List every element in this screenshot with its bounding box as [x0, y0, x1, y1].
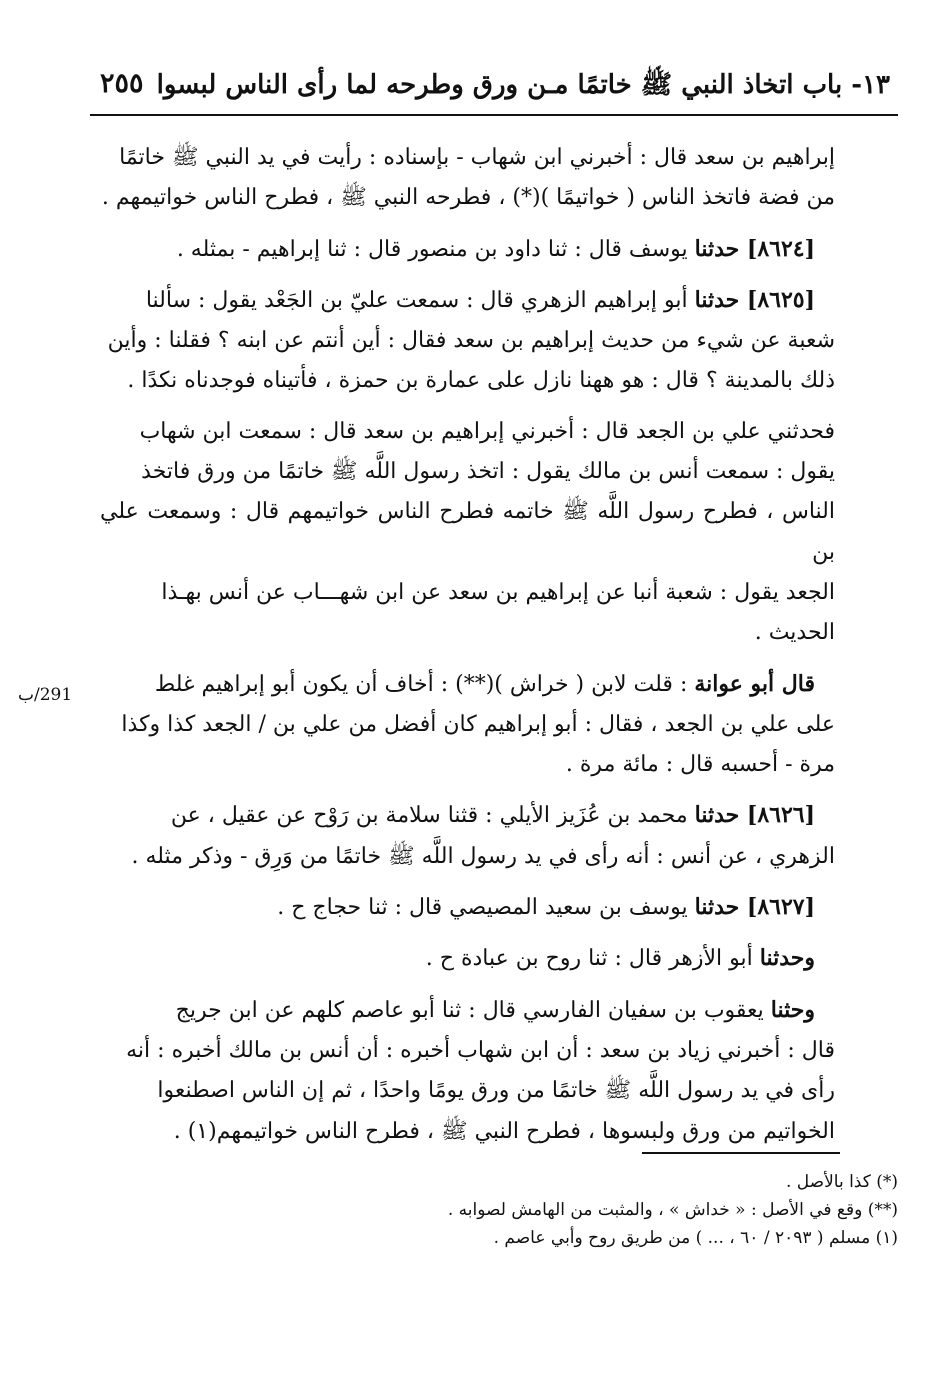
hadith-number: [٨٦٢٥] حدثنا: [694, 286, 815, 313]
speaker-label: قال أبو عوانة: [694, 670, 815, 697]
text-line: [٨٦٢٤] حدثنا يوسف قال : ثنا داود بن منصور قال : ثنا إبراهيم - بمثله .: [176, 235, 815, 262]
text-line: على علي بن الجعد ، فقال : أبو إبراهيم كان أفضل من علي بن / الجعد كذا وكذا: [121, 711, 835, 737]
text-line: الحديث .: [754, 620, 835, 646]
hadith-8625: [100, 280, 835, 402]
text-line: الناس ، فطرح رسول اللَّه ﷺ خاتمه فطرح الناس خواتيمهم قال : وسمعت علي بن: [100, 499, 835, 565]
hadith-number: [٨٦٢٤] حدثنا: [694, 235, 815, 262]
hadith-number: [٨٦٢٦] حدثنا: [694, 802, 815, 829]
text-line: مرة - أحسبه قال : مائة مرة .: [565, 752, 835, 778]
text-line: ذلك بالمدينة ؟ قال : هو ههنا نازل على عمارة بن حمزة ، فأتيناه فوجدناه نكدًا .: [127, 368, 835, 394]
hadith-8627: [100, 887, 835, 928]
footnote-separator: [642, 1152, 840, 1154]
paragraph-intro: [100, 138, 835, 219]
footnote: (**) وقع في الأصل : « خداش » ، والمثبت من الهامش لصوابه .: [447, 1200, 898, 1220]
footnote: (١) مسلم ( ٢٠٩٣ / ٦٠ ، ... ) من طريق روح وأبي عاصم .: [493, 1228, 898, 1248]
chain-yaqub: [100, 990, 835, 1152]
text-line: وحدثنا أبو الأزهر قال : ثنا روح بن عبادة ح .: [425, 945, 815, 972]
hadith-number: [٨٦٢٧] حدثنا: [694, 894, 815, 921]
text-line: من فضة فاتخذ الناس ( خواتيمًا )(*) ، فطرحه النبي ﷺ ، فطرح الناس خواتيمهم .: [101, 185, 835, 211]
body-text: [100, 138, 835, 1162]
text-line: الجعد يقول : شعبة أنبا عن إبراهيم بن سعد عن ابن شهـــاب عن أنس بهـذا: [161, 579, 835, 605]
chain-abu-al-azhar: [100, 938, 835, 979]
chain-lead: وحثنا: [770, 996, 815, 1023]
text-line: شعبة عن شيء من حديث إبراهيم بن سعد فقال : أين أنتم عن ابنه ؟ فقلنا : وأين: [107, 328, 835, 354]
text-line: قال أبو عوانة : قلت لابن ( خراش )(**) : أخاف أن يكون أبو إبراهيم غلط: [154, 670, 815, 697]
header-rule: [90, 114, 898, 116]
hadith-8626: [100, 795, 835, 877]
text-line: [٨٦٢٦] حدثنا محمد بن عُزَيز الأيلي : قثنا سلامة بن رَوْح عن عقيل ، عن: [170, 802, 815, 829]
paragraph-continuation: [100, 412, 835, 654]
footnotes: [198, 1168, 898, 1252]
text-line: الخواتيم من ورق ولبسوها ، فطرح النبي ﷺ ، فطرح الناس خواتيمهم(١) .: [173, 1118, 835, 1144]
manuscript-folio-ref: 291/ب: [18, 685, 73, 705]
text-line: وحثنا يعقوب بن سفيان الفارسي قال : ثنا أبو عاصم كلهم عن ابن جريج: [175, 996, 815, 1023]
text-line: فحدثني علي بن الجعد قال : أخبرني إبراهيم بن سعد قال : سمعت ابن شهاب: [139, 418, 835, 444]
footnote: (*) كذا بالأصل .: [785, 1172, 898, 1192]
text-line: قال : أخبرني زياد بن سعد : أن ابن شهاب أخبره : أن أنس بن مالك أخبره : أنه: [126, 1037, 835, 1063]
text-line: يقول : سمعت أنس بن مالك يقول : اتخذ رسول اللَّه ﷺ خاتمًا من ورق فاتخذ: [141, 459, 835, 485]
hadith-8624: [100, 229, 835, 270]
chapter-title: ١٣- باب اتخاذ النبي ﷺ خاتمًا مـن ورق وطرحه لما رأى الناس لبسوا: [156, 70, 890, 100]
page-number: ٢٥٥: [100, 68, 144, 99]
text-line: الزهري ، عن أنس : أنه رأى في يد رسول اللَّه ﷺ خاتمًا من وَرِق - وذكر مثله .: [131, 843, 835, 869]
text-line: رأى في يد رسول اللَّه ﷺ خاتمًا من ورق يومًا واحدًا ، ثم إن الناس اصطنعوا: [157, 1078, 835, 1104]
text-line: إبراهيم بن سعد قال : أخبرني ابن شهاب - بإسناده : رأيت في يد النبي ﷺ خاتمًا: [119, 145, 835, 170]
chain-lead: وحدثنا: [759, 945, 815, 972]
abu-awana-note: [100, 664, 835, 786]
text-line: [٨٦٢٥] حدثنا أبو إبراهيم الزهري قال : سمعت عليّ بن الجَعْد يقول : سألنا: [145, 286, 815, 313]
page-header: [90, 62, 898, 116]
text-line: [٨٦٢٧] حدثنا يوسف بن سعيد المصيصي قال : ثنا حجاج ح .: [277, 894, 815, 921]
